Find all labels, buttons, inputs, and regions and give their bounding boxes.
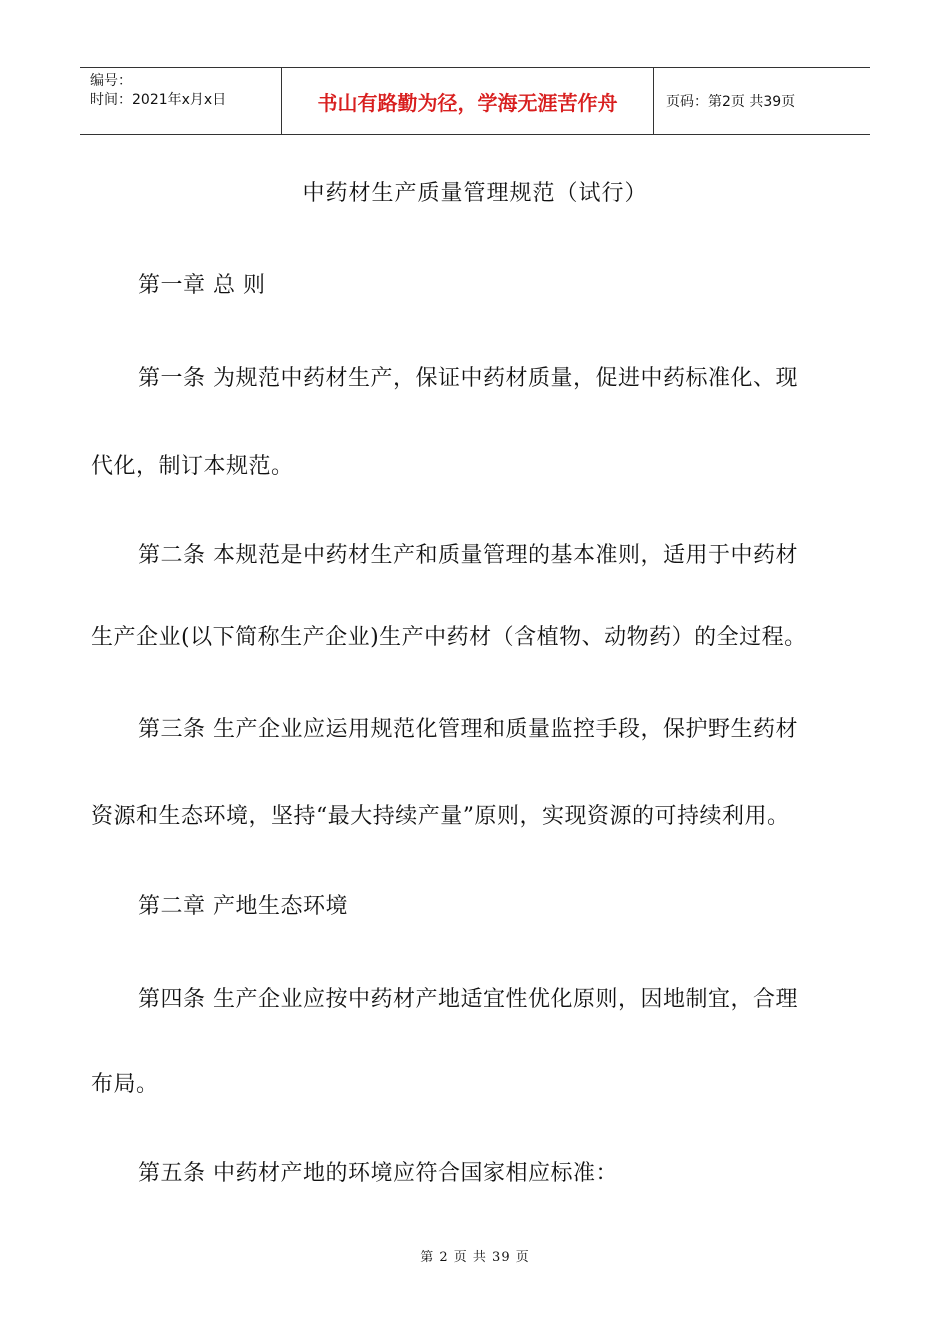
header-page-info: 页码：第2页 共39页 [666, 94, 796, 110]
page-header [80, 67, 870, 135]
paragraph-line: 第一条 为规范中药材生产，保证中药材质量，促进中药标准化、现 [138, 366, 798, 391]
paragraph-line: 代化，制订本规范。 [91, 454, 294, 479]
header-motto: 书山有路勤为径，学海无涯苦作舟 [281, 68, 654, 134]
paragraph-line: 布局。 [91, 1072, 159, 1097]
document-title: 中药材生产质量管理规范（试行） [302, 181, 648, 206]
page-footer: 第 2 页 共 39 页 [420, 1250, 530, 1265]
chapter-heading: 第一章 总 则 [138, 273, 266, 298]
number-label: 编号： [90, 73, 132, 89]
paragraph-line: 生产企业(以下简称生产企业)生产中药材（含植物、动物药）的全过程。 [91, 625, 807, 650]
time-label: 时间：2021年x月x日 [90, 92, 227, 108]
paragraph-line: 第三条 生产企业应运用规范化管理和质量监控手段，保护野生药材 [138, 717, 798, 742]
paragraph-line: 第二条 本规范是中药材生产和质量管理的基本准则，适用于中药材 [138, 543, 798, 568]
paragraph-line: 第五条 中药材产地的环境应符合国家相应标准： [138, 1161, 618, 1186]
header-meta [80, 68, 281, 134]
paragraph-line: 资源和生态环境，坚持“最大持续产量”原则，实现资源的可持续利用。 [91, 804, 790, 829]
paragraph-line: 第四条 生产企业应按中药材产地适宜性优化原则，因地制宜，合理 [138, 987, 798, 1012]
chapter-heading: 第二章 产地生态环境 [138, 894, 348, 919]
